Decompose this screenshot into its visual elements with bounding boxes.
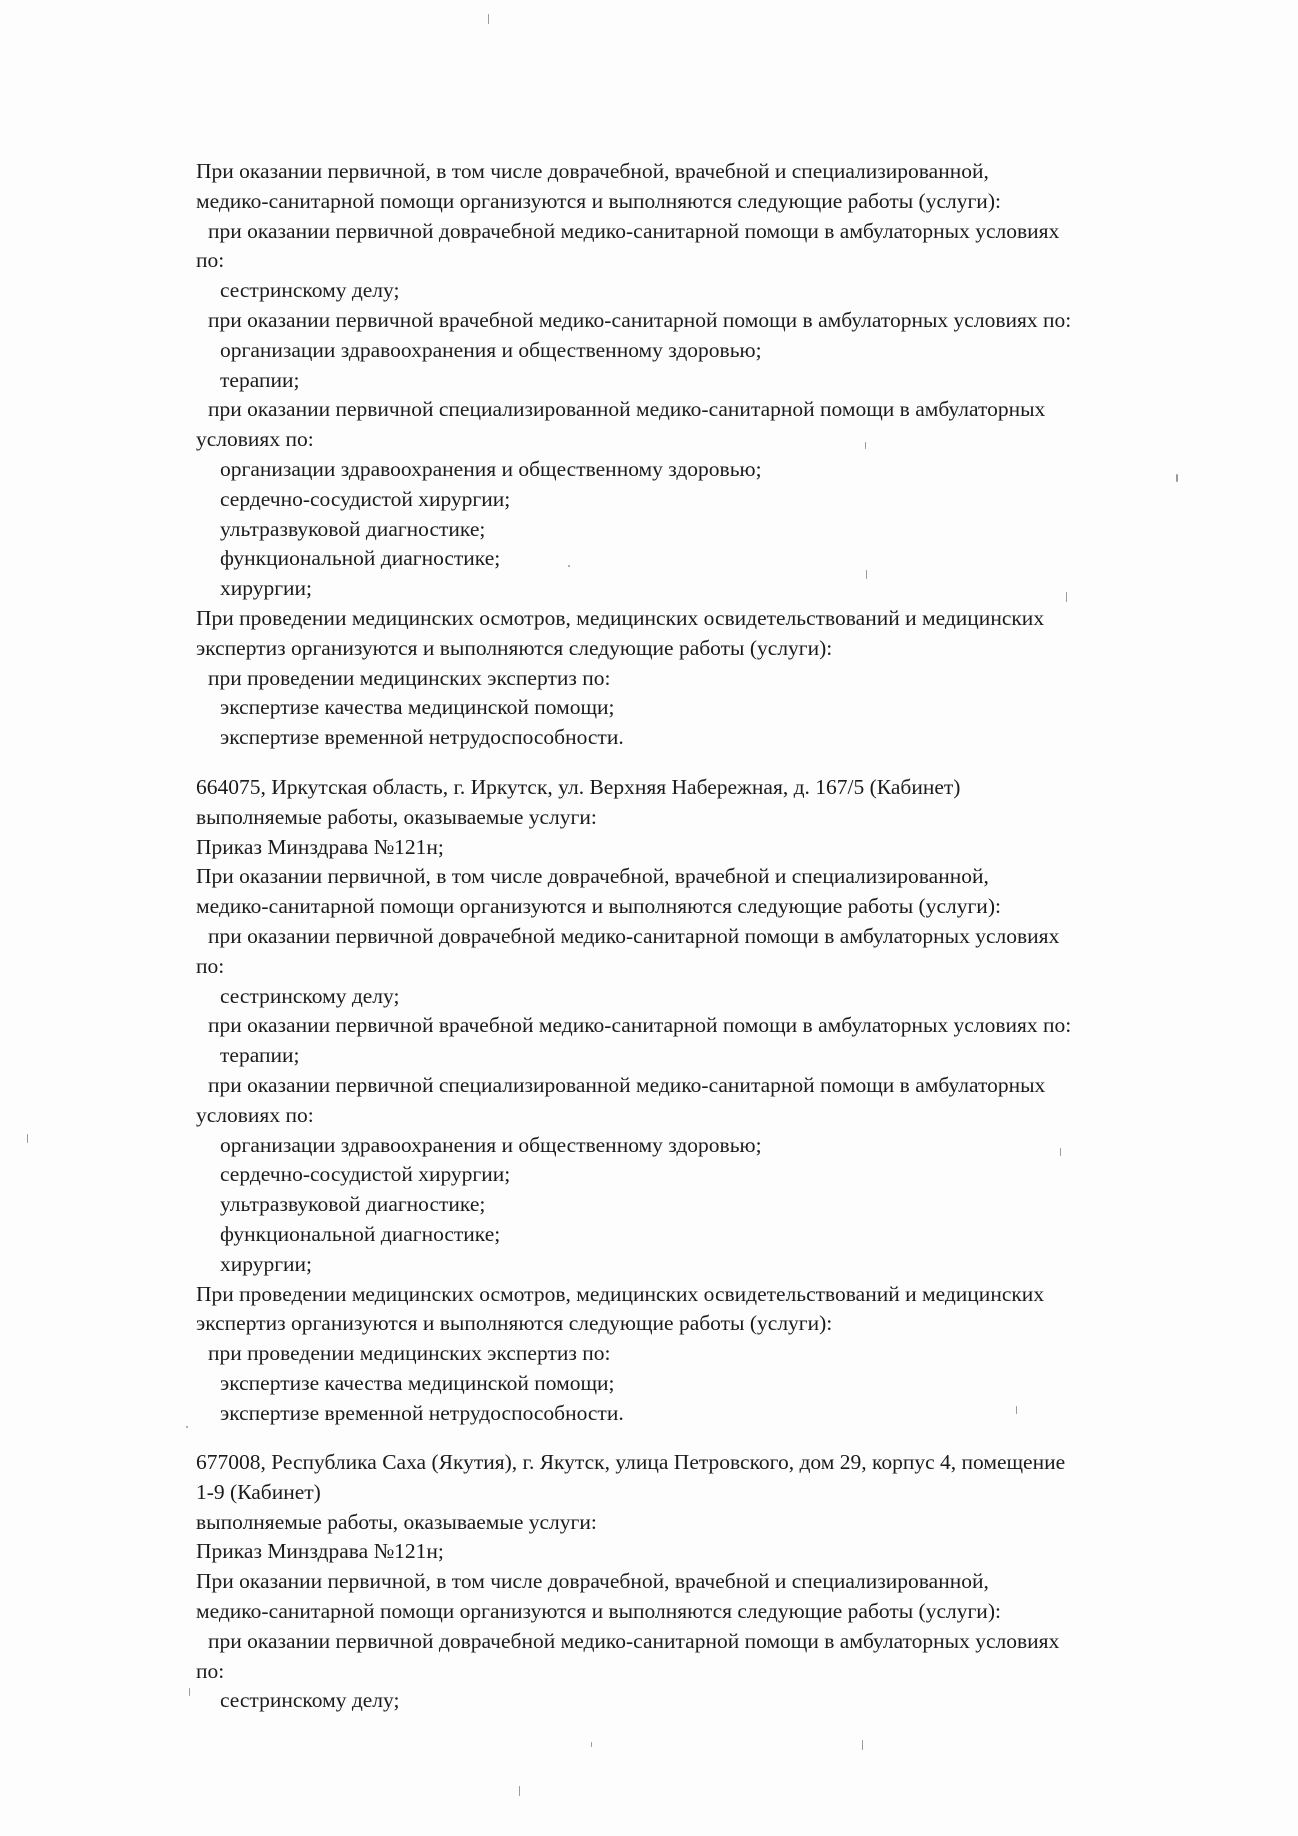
scan-speck — [866, 570, 867, 579]
document-line: терапии; — [220, 367, 300, 392]
document-line: 677008, Республика Саха (Якутия), г. Якутск, улица Петровского, дом 29, корпус 4, помещение — [196, 1450, 1066, 1474]
document-line: экспертизе временной нетрудоспособности. — [220, 725, 624, 750]
document-line: при оказании первичной доврачебной медико-санитарной помощи в амбулаторных условиях — [208, 218, 1060, 243]
document-line: медико-санитарной помощи организуются и выполняются следующие работы (услуги): — [196, 188, 1001, 213]
scan-speck — [186, 1426, 188, 1428]
document-line: хирургии; — [220, 576, 313, 601]
scan-speck — [189, 1688, 190, 1696]
document-line: при оказании первичной доврачебной медико-санитарной помощи в амбулаторных условиях — [208, 1628, 1060, 1653]
scan-speck — [488, 14, 489, 24]
document-line: организации здравоохранения и общественному здоровью; — [220, 337, 762, 362]
scan-speck — [27, 1134, 28, 1143]
document-line: медико-санитарной помощи организуются и выполняются следующие работы (услуги): — [196, 894, 1001, 919]
document-line: сердечно-сосудистой хирургии; — [220, 486, 511, 511]
document-line: при оказании первичной врачебной медико-санитарной помощи в амбулаторных условиях по: — [208, 307, 1072, 332]
document-line: экспертизе качества медицинской помощи; — [220, 695, 615, 720]
scan-speck — [568, 565, 570, 567]
document-line: выполняемые работы, оказываемые услуги: — [196, 1509, 597, 1534]
scan-speck — [591, 1742, 592, 1747]
document-line: хирургии; — [220, 1251, 313, 1276]
document-line: При проведении медицинских осмотров, медицинских освидетельствований и медицинских — [196, 1281, 1045, 1306]
document-line: 664075, Иркутская область, г. Иркутск, ул. Верхняя Набережная, д. 167/5 (Кабинет) — [196, 775, 961, 799]
document-line: функциональной диагностике; — [220, 1221, 501, 1246]
document-line: условиях по: — [196, 427, 314, 452]
document-line: ультразвуковой диагностике; — [220, 516, 486, 541]
document-line: при оказании первичной специализированной медико-санитарной помощи в амбулаторных — [208, 397, 1046, 422]
document-line: по: — [196, 248, 225, 273]
document-line: При оказании первичной, в том числе доврачебной, врачебной и специализированной, — [196, 864, 989, 889]
section-irkutsk-address — [196, 773, 1246, 1429]
section-yakutsk-address — [196, 1448, 1246, 1716]
document-line: при оказании первичной врачебной медико-санитарной помощи в амбулаторных условиях по: — [208, 1013, 1072, 1038]
document-line: Приказ Минздрава №121н; — [196, 834, 444, 859]
scan-speck — [1066, 592, 1067, 602]
document-line: по: — [196, 953, 225, 978]
document-line: Приказ Минздрава №121н; — [196, 1539, 444, 1564]
document-line: сестринскому делу; — [220, 278, 400, 303]
document-line: При оказании первичной, в том числе доврачебной, врачебной и специализированной, — [196, 159, 989, 183]
document-line: организации здравоохранения и общественному здоровью; — [220, 456, 762, 481]
document-line: 1-9 (Кабинет) — [196, 1479, 321, 1504]
document-line: При оказании первичной, в том числе доврачебной, врачебной и специализированной, — [196, 1569, 989, 1594]
scan-speck — [1060, 1148, 1061, 1156]
document-line: организации здравоохранения и общественному здоровью; — [220, 1132, 762, 1157]
document-line: сердечно-сосудистой хирургии; — [220, 1162, 511, 1187]
document-line: условиях по: — [196, 1102, 314, 1127]
document-line: сестринскому делу; — [220, 1688, 400, 1713]
document-line: при проведении медицинских экспертиз по: — [208, 1341, 611, 1366]
document-line: экспертизе временной нетрудоспособности. — [220, 1400, 624, 1425]
document-line: при оказании первичной доврачебной медико-санитарной помощи в амбулаторных условиях — [208, 923, 1060, 948]
document-line: экспертиз организуются и выполняются следующие работы (услуги): — [196, 635, 833, 660]
document-line: выполняемые работы, оказываемые услуги: — [196, 804, 597, 829]
document-line: терапии; — [220, 1043, 300, 1068]
document-line: медико-санитарной помощи организуются и выполняются следующие работы (услуги): — [196, 1598, 1001, 1623]
document-line: при проведении медицинских экспертиз по: — [208, 665, 611, 690]
scan-speck — [865, 442, 866, 449]
document-line: при оказании первичной специализированной медико-санитарной помощи в амбулаторных — [208, 1072, 1046, 1097]
scan-speck — [519, 1786, 520, 1796]
section-general-services — [196, 157, 1246, 753]
document-line: экспертиз организуются и выполняются следующие работы (услуги): — [196, 1311, 833, 1336]
document-line: экспертизе качества медицинской помощи; — [220, 1370, 615, 1395]
scan-speck — [862, 1740, 863, 1750]
document-line: функциональной диагностике; — [220, 546, 501, 571]
document-line: ультразвуковой диагностике; — [220, 1192, 486, 1217]
document-line: При проведении медицинских осмотров, медицинских освидетельствований и медицинских — [196, 605, 1045, 630]
document-line: по: — [196, 1658, 225, 1683]
scan-speck — [1176, 474, 1178, 482]
document-line: сестринскому делу; — [220, 983, 400, 1008]
scan-speck — [1016, 1406, 1017, 1414]
